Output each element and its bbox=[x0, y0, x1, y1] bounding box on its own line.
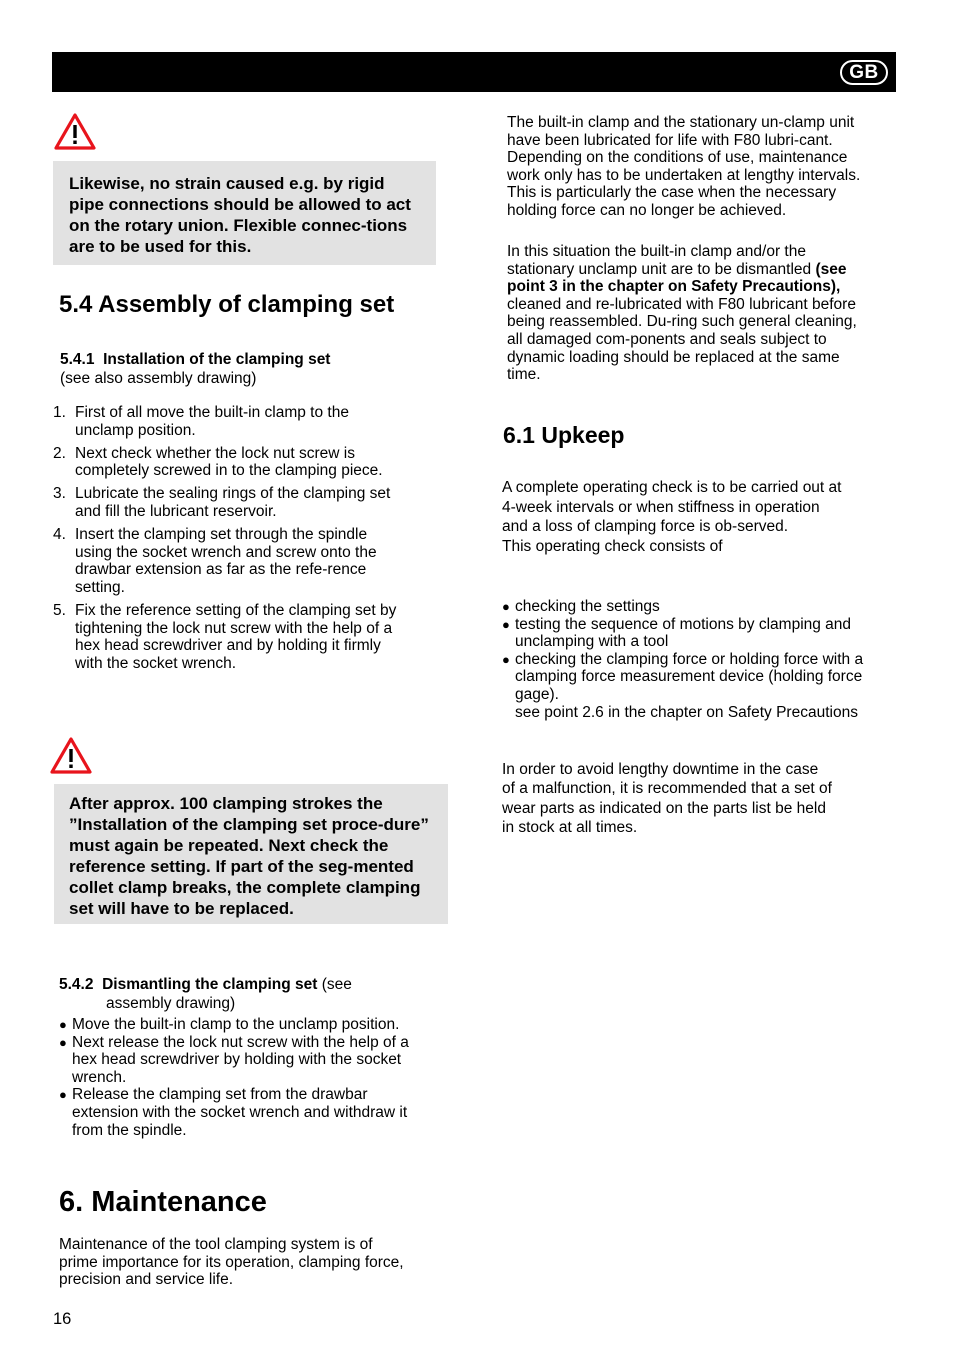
dismantle-list bbox=[59, 1016, 437, 1139]
installation-steps bbox=[53, 404, 398, 678]
list-item: 3. Lubricate the sealing rings of the clamping set and fill the lubricant reservoir. bbox=[53, 485, 391, 520]
list-item: 1. First of all move the built-in clamp to the unclamp position. bbox=[53, 404, 349, 439]
lubrication-paragraph: The built-in clamp and the stationary un-clamp unit have been lubricated for life with F80 lubri-cant. Depending on the conditions of use, maintenance work only has to be undertaken at lengthy intervals. This is particularly the case when the necessary holding force can no longer be achieved. bbox=[507, 114, 861, 219]
header-bar bbox=[52, 52, 896, 92]
subsection-title: Dismantling the clamping set bbox=[102, 976, 318, 993]
list-item: 2. Next check whether the lock nut screw is completely screwed in to the clamping piece. bbox=[53, 444, 383, 480]
list-item: ● Move the built-in clamp to the unclamp position. bbox=[59, 1016, 400, 1033]
subsection-note: (see bbox=[321, 976, 352, 993]
warning-triangle-icon bbox=[54, 113, 96, 150]
subsection-title: Installation of the clamping set bbox=[103, 351, 331, 368]
list-item: 5. Fix the reference setting of the clamping set by tightening the lock nut screw with the help of a hex head screwdriver and by holding it firmly with the socket wrench. bbox=[53, 601, 397, 672]
warning-box-strokes bbox=[54, 784, 448, 924]
upkeep-intro: A complete operating check is to be carried out at 4-week intervals or when stiffness in operation and a loss of clamping force is ob-served. This operating check consists of bbox=[502, 479, 842, 555]
list-item: 4. Insert the clamping set through the spindle using the socket wrench and screw onto the drawbar extension as far as the refe-rence setting. bbox=[53, 526, 377, 596]
list-item: ● checking the clamping force or holding force with a clamping force measurement device (holding force gage). bbox=[502, 650, 864, 703]
subsection-5-4-2 bbox=[59, 976, 459, 1013]
subsection-note: (see also assembly drawing) bbox=[60, 369, 257, 387]
language-badge: GB bbox=[840, 60, 888, 85]
operating-check-list bbox=[502, 598, 888, 721]
section-heading-6: 6. Maintenance bbox=[59, 1186, 267, 1218]
list-item-note: see point 2.6 in the chapter on Safety Precautions bbox=[515, 703, 858, 721]
section-heading-5-4: 5.4 Assembly of clamping set bbox=[59, 291, 395, 318]
list-item: ● Next release the lock nut screw with the help of a hex head screwdriver by holding with the socket wrench. bbox=[59, 1033, 409, 1086]
warning-box-strain bbox=[53, 161, 436, 265]
dismantle-paragraph: In this situation the built-in clamp and/or the stationary unclamp unit are to be dismantled (see point 3 in the chapter on Safety Precautions), cleaned and re-lubricated with F80 lubricant before being reassembled. Du-ring such general cleaning, all damaged com-ponents and seals subject to dynamic loading should be replaced at the same time. bbox=[507, 243, 857, 384]
subsection-number: 5.4.2 bbox=[59, 976, 94, 993]
warning-text: After approx. 100 clamping strokes the ”Installation of the clamping set proce-dure” must again be repeated. Next check the reference setting. If part of the seg-mented collet clamp breaks, the complete clamping set will have to be replaced. bbox=[69, 794, 429, 918]
list-item: ● checking the settings bbox=[502, 598, 660, 615]
warning-text: Likewise, no strain caused e.g. by rigid pipe connections should be allowed to act on the rotary union. Flexible connec-tions are to be used for this. bbox=[69, 174, 411, 256]
subsection-note-cont: assembly drawing) bbox=[106, 994, 236, 1012]
list-item: ● testing the sequence of motions by clamping and unclamping with a tool bbox=[502, 615, 852, 651]
list-item: ● Release the clamping set from the drawbar extension with the socket wrench and withdraw it from the spindle. bbox=[59, 1086, 408, 1139]
subsection-number: 5.4.1 bbox=[60, 351, 95, 368]
downtime-paragraph: In order to avoid lengthy downtime in the case of a malfunction, it is recommended that a set of wear parts as indicated on the parts list be held in stock at all times. bbox=[502, 761, 832, 837]
section-heading-6-1: 6.1 Upkeep bbox=[503, 422, 625, 448]
warning-triangle-icon bbox=[50, 737, 92, 774]
subsection-5-4-1 bbox=[60, 351, 460, 388]
maintenance-paragraph: Maintenance of the tool clamping system is of prime importance for its operation, clamping force, precision and service life. bbox=[59, 1236, 404, 1289]
page-number: 16 bbox=[53, 1310, 72, 1328]
